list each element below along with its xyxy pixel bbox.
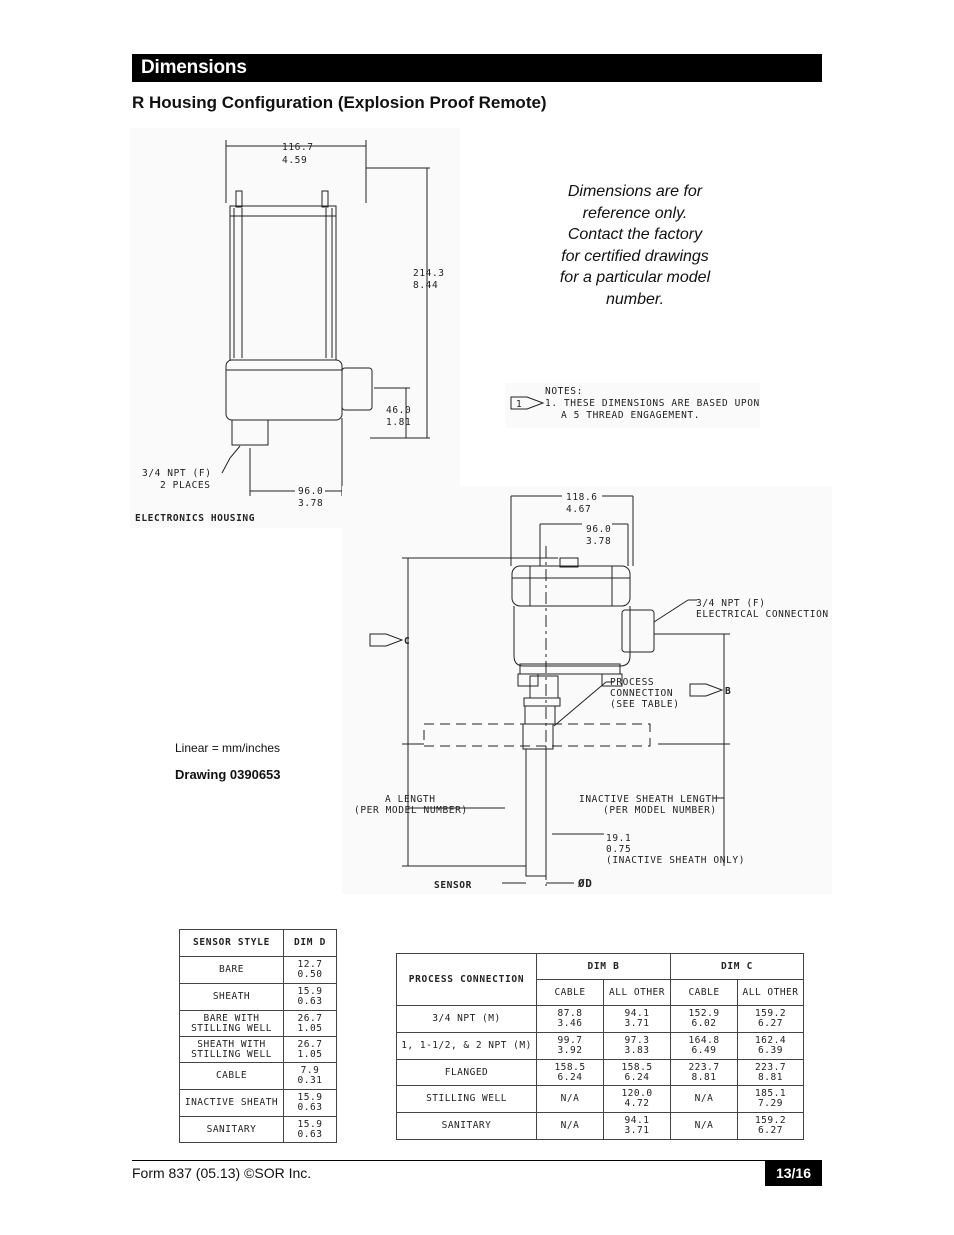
value-mm: 223.7 bbox=[754, 1061, 787, 1073]
value-in: 3.71 bbox=[624, 1125, 650, 1136]
value-in: 8.81 bbox=[758, 1071, 783, 1083]
value-mm: 87.8 bbox=[557, 1008, 583, 1019]
value-mm: 159.2 bbox=[754, 1008, 787, 1019]
table-row bbox=[180, 1090, 337, 1117]
value-mm: 15.9 bbox=[297, 1118, 323, 1130]
table-cell: N/A bbox=[671, 1086, 738, 1113]
style-line: STILLING WELL bbox=[191, 1048, 272, 1060]
value-mm: 164.8 bbox=[688, 1035, 720, 1046]
value-in: 6.49 bbox=[691, 1045, 717, 1056]
process-connection-table bbox=[396, 953, 804, 1140]
dim-base-in: 3.78 bbox=[298, 498, 324, 509]
table-cell bbox=[537, 1033, 604, 1060]
dim-base-mm: 96.0 bbox=[298, 486, 324, 497]
table-cell bbox=[180, 1037, 284, 1063]
table-cell bbox=[284, 1011, 337, 1037]
value-mm: 15.9 bbox=[297, 986, 323, 997]
value-in: 0.50 bbox=[297, 969, 323, 980]
dim-cap-mm: 96.0 bbox=[586, 524, 612, 535]
table-cell bbox=[284, 1117, 337, 1143]
process-connection-label-3: (SEE TABLE) bbox=[610, 699, 680, 710]
table-cell: CABLE bbox=[180, 1063, 284, 1090]
table-header: DIM C bbox=[671, 954, 804, 980]
table-cell bbox=[284, 957, 337, 984]
value-in: 1.05 bbox=[297, 1022, 323, 1034]
table-row bbox=[180, 1037, 337, 1063]
value-mm: 7.9 bbox=[300, 1065, 320, 1076]
table-cell: INACTIVE SHEATH bbox=[180, 1090, 284, 1117]
value-in: 0.31 bbox=[297, 1075, 323, 1086]
table-cell bbox=[671, 1006, 738, 1033]
value-mm: 94.1 bbox=[624, 1115, 650, 1126]
electronics-housing-drawing bbox=[130, 128, 460, 528]
electrical-connection-label: ELECTRICAL CONNECTION bbox=[696, 609, 829, 620]
table-cell: 1, 1-1/2, & 2 NPT (M) bbox=[397, 1033, 537, 1060]
table-row bbox=[397, 1086, 804, 1113]
table-cell bbox=[604, 1006, 671, 1033]
table-cell bbox=[738, 1060, 804, 1086]
value-in: 6.27 bbox=[758, 1125, 783, 1136]
npt-places-label: 2 PLACES bbox=[160, 480, 211, 491]
table-subheader: ALL OTHER bbox=[604, 980, 671, 1006]
table-cell: 3/4 NPT (M) bbox=[397, 1006, 537, 1033]
value-mm: 97.3 bbox=[624, 1035, 650, 1046]
value-mm: 158.5 bbox=[621, 1061, 653, 1073]
table-cell: SANITARY bbox=[397, 1113, 537, 1140]
table-cell bbox=[284, 1090, 337, 1117]
table-cell bbox=[284, 1037, 337, 1063]
reference-note-line: Contact the factory bbox=[567, 226, 703, 244]
value-in: 3.71 bbox=[624, 1018, 650, 1029]
table-row bbox=[180, 957, 337, 984]
footer-text: Form 837 (05.13) ©SOR Inc. bbox=[132, 1165, 312, 1181]
table-cell: SANITARY bbox=[180, 1117, 284, 1143]
dim-top-in: 4.67 bbox=[566, 504, 592, 515]
reference-note bbox=[555, 181, 715, 311]
section-header-bar bbox=[132, 54, 822, 82]
value-mm: 159.2 bbox=[754, 1115, 787, 1126]
value-mm: 185.1 bbox=[754, 1088, 787, 1099]
table-cell bbox=[537, 1060, 604, 1086]
reference-note-line: for a particular model bbox=[559, 269, 711, 287]
table-cell bbox=[537, 1006, 604, 1033]
table-row bbox=[180, 984, 337, 1011]
table-cell: N/A bbox=[537, 1113, 604, 1140]
table-row bbox=[180, 1117, 337, 1143]
linear-units-note: Linear = mm/inches bbox=[175, 741, 281, 755]
value-in: 0.63 bbox=[297, 996, 323, 1007]
notes-line-2: A 5 THREAD ENGAGEMENT. bbox=[561, 410, 701, 421]
table-cell bbox=[738, 1113, 804, 1140]
table-cell: BARE bbox=[180, 957, 284, 984]
value-mm: 120.0 bbox=[621, 1088, 653, 1099]
value-in: 7.29 bbox=[758, 1098, 783, 1109]
drawing-number: Drawing 0390653 bbox=[175, 767, 281, 782]
value-in: 0.63 bbox=[297, 1128, 323, 1140]
value-mm: 158.5 bbox=[554, 1061, 586, 1073]
electrical-connection-size: 3/4 NPT (F) bbox=[696, 598, 766, 609]
table-cell bbox=[671, 1060, 738, 1086]
sensor-label: SENSOR bbox=[434, 880, 472, 891]
notes-line-1: 1. THESE DIMENSIONS ARE BASED UPON bbox=[545, 398, 760, 409]
table-row bbox=[180, 1011, 337, 1037]
style-line: SHEATH WITH bbox=[197, 1038, 266, 1050]
inactive-sheath-note: (PER MODEL NUMBER) bbox=[603, 805, 717, 816]
dim-cap-in: 3.78 bbox=[586, 536, 612, 547]
dim-conn-mm: 46.0 bbox=[386, 405, 412, 416]
value-in: 6.24 bbox=[624, 1071, 650, 1083]
value-mm: 26.7 bbox=[297, 1012, 323, 1024]
table-subheader: CABLE bbox=[537, 980, 604, 1006]
process-connection-label-1: PROCESS bbox=[610, 677, 655, 688]
table-cell bbox=[284, 984, 337, 1011]
dim-b-label: B bbox=[725, 686, 732, 697]
value-in: 4.72 bbox=[624, 1098, 650, 1109]
table-cell bbox=[604, 1113, 671, 1140]
sensor-assembly-drawing bbox=[342, 486, 832, 894]
value-in: 3.83 bbox=[624, 1045, 650, 1056]
dim-top-mm: 118.6 bbox=[566, 492, 598, 503]
value-in: 6.24 bbox=[557, 1071, 583, 1083]
dim-conn-in: 1.81 bbox=[386, 417, 412, 428]
sheath-in: 0.75 bbox=[606, 844, 632, 855]
a-length-note: (PER MODEL NUMBER) bbox=[354, 805, 468, 816]
a-length-label: A LENGTH bbox=[385, 794, 436, 805]
reference-note-line: Dimensions are for bbox=[567, 183, 703, 200]
notes-marker: 1 bbox=[516, 399, 523, 410]
value-in: 3.46 bbox=[557, 1018, 583, 1029]
table-cell bbox=[738, 1086, 804, 1113]
reference-note-line: number. bbox=[605, 290, 665, 308]
value-in: 6.27 bbox=[758, 1018, 783, 1029]
dim-height-mm: 214.3 bbox=[413, 268, 445, 279]
inactive-sheath-label: INACTIVE SHEATH LENGTH bbox=[579, 794, 719, 805]
notes-block bbox=[505, 383, 760, 428]
value-in: 3.92 bbox=[557, 1045, 583, 1056]
table-cell bbox=[671, 1033, 738, 1060]
table-row bbox=[180, 1063, 337, 1090]
sheath-note: (INACTIVE SHEATH ONLY) bbox=[606, 855, 746, 866]
value-in: 8.81 bbox=[691, 1071, 717, 1083]
diameter-d-label: ØD bbox=[578, 877, 593, 890]
sensor-style-table bbox=[179, 929, 337, 1143]
dim-height-in: 8.44 bbox=[413, 280, 439, 291]
table-cell bbox=[180, 1011, 284, 1037]
table-cell bbox=[738, 1033, 804, 1060]
table-cell bbox=[604, 1033, 671, 1060]
table-cell: FLANGED bbox=[397, 1060, 537, 1086]
value-mm: 12.7 bbox=[297, 959, 323, 970]
table-subheader: ALL OTHER bbox=[738, 980, 804, 1006]
table-cell: SHEATH bbox=[180, 984, 284, 1011]
table-row bbox=[397, 1113, 804, 1140]
table-header: PROCESS CONNECTION bbox=[397, 954, 537, 1006]
value-in: 1.05 bbox=[297, 1048, 323, 1060]
value-mm: 26.7 bbox=[297, 1038, 323, 1050]
table-cell: STILLING WELL bbox=[397, 1086, 537, 1113]
value-mm: 99.7 bbox=[557, 1035, 583, 1046]
electronics-housing-caption: ELECTRONICS HOUSING bbox=[135, 513, 256, 524]
process-connection-label-2: CONNECTION bbox=[610, 688, 674, 699]
reference-note-line: for certified drawings bbox=[561, 247, 709, 265]
value-mm: 162.4 bbox=[754, 1035, 787, 1046]
dim-c-label: C bbox=[404, 636, 411, 647]
notes-heading: NOTES: bbox=[545, 386, 583, 397]
value-mm: 152.9 bbox=[688, 1008, 720, 1019]
page-number: 13/16 bbox=[765, 1161, 822, 1186]
footer-divider bbox=[132, 1160, 822, 1161]
style-line: STILLING WELL bbox=[191, 1022, 272, 1034]
table-cell bbox=[738, 1006, 804, 1033]
page-subtitle: R Housing Configuration (Explosion Proof Remote) bbox=[132, 93, 547, 112]
value-mm: 15.9 bbox=[297, 1092, 323, 1103]
value-mm: 223.7 bbox=[688, 1061, 720, 1073]
table-cell bbox=[604, 1060, 671, 1086]
table-header: DIM D bbox=[284, 930, 337, 957]
table-cell bbox=[604, 1086, 671, 1113]
table-cell: N/A bbox=[537, 1086, 604, 1113]
table-subheader: CABLE bbox=[671, 980, 738, 1006]
value-in: 6.02 bbox=[691, 1018, 717, 1029]
table-row bbox=[397, 1060, 804, 1086]
value-in: 6.39 bbox=[758, 1045, 783, 1056]
npt-label: 3/4 NPT (F) bbox=[142, 468, 212, 479]
dim-width-in: 4.59 bbox=[282, 155, 308, 166]
dim-width-mm: 116.7 bbox=[282, 142, 314, 153]
table-cell bbox=[284, 1063, 337, 1090]
reference-note-line: reference only. bbox=[582, 204, 688, 222]
sheath-mm: 19.1 bbox=[606, 833, 632, 844]
value-mm: 94.1 bbox=[624, 1008, 650, 1019]
value-in: 0.63 bbox=[297, 1102, 323, 1113]
section-title: Dimensions bbox=[141, 57, 247, 78]
table-cell: N/A bbox=[671, 1113, 738, 1140]
table-row bbox=[397, 1006, 804, 1033]
table-header: SENSOR STYLE bbox=[180, 930, 284, 957]
style-line: BARE WITH bbox=[203, 1012, 260, 1024]
table-row bbox=[397, 1033, 804, 1060]
table-header: DIM B bbox=[537, 954, 671, 980]
